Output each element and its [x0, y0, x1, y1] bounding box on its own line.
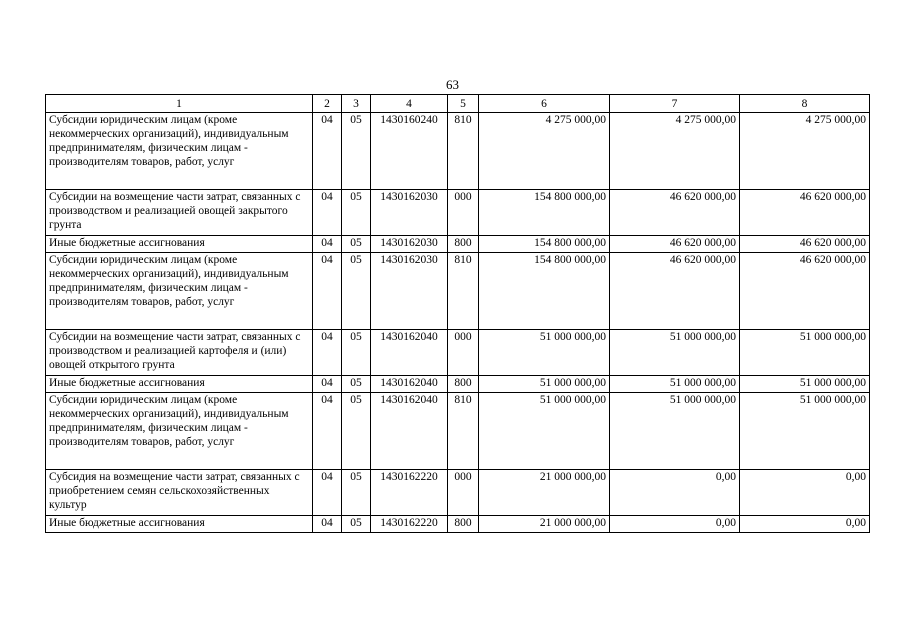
- row-amount-6: 51 000 000,00: [479, 393, 610, 470]
- page-number: 63: [446, 77, 459, 92]
- row-expense-type: 000: [448, 190, 479, 236]
- row-subsection: 05: [342, 330, 371, 376]
- row-expense-type: 000: [448, 330, 479, 376]
- table-row: [46, 516, 870, 533]
- row-amount-6: 21 000 000,00: [479, 516, 610, 533]
- row-amount-6: 4 275 000,00: [479, 113, 610, 190]
- row-subsection: 05: [342, 376, 371, 393]
- row-expense-type: 810: [448, 393, 479, 470]
- table-row: [46, 253, 870, 330]
- row-subsection: 05: [342, 113, 371, 190]
- row-target-code: 1430162030: [371, 253, 448, 330]
- row-amount-6: 154 800 000,00: [479, 190, 610, 236]
- row-name: Иные бюджетные ассигнования: [46, 236, 313, 253]
- row-section: 04: [313, 470, 342, 516]
- row-subsection: 05: [342, 393, 371, 470]
- row-amount-7: 51 000 000,00: [610, 393, 740, 470]
- row-name: Субсидии юридическим лицам (кроме некоммерческих организаций), индивидуальным предпринимателям, физическим лицам - производителям товаров, работ, услуг: [46, 393, 313, 470]
- row-target-code: 1430162040: [371, 376, 448, 393]
- row-name: Субсидия на возмещение части затрат, связанных с приобретением семян сельскохозяйственных культур: [46, 470, 313, 516]
- row-amount-8: 51 000 000,00: [740, 393, 870, 470]
- row-section: 04: [313, 253, 342, 330]
- row-target-code: 1430162220: [371, 516, 448, 533]
- row-expense-type: 800: [448, 516, 479, 533]
- row-expense-type: 800: [448, 236, 479, 253]
- row-amount-6: 51 000 000,00: [479, 330, 610, 376]
- row-name: Субсидии на возмещение части затрат, связанных с производством и реализацией овощей закрытого грунта: [46, 190, 313, 236]
- row-amount-7: 51 000 000,00: [610, 330, 740, 376]
- row-section: 04: [313, 516, 342, 533]
- row-name: Иные бюджетные ассигнования: [46, 376, 313, 393]
- row-target-code: 1430162220: [371, 470, 448, 516]
- column-header-1: 1: [46, 95, 313, 113]
- row-section: 04: [313, 236, 342, 253]
- row-amount-6: 21 000 000,00: [479, 470, 610, 516]
- row-name: Субсидии юридическим лицам (кроме некоммерческих организаций), индивидуальным предпринимателям, физическим лицам - производителям товаров, работ, услуг: [46, 113, 313, 190]
- row-amount-8: 51 000 000,00: [740, 376, 870, 393]
- column-header-3: 3: [342, 95, 371, 113]
- row-expense-type: 000: [448, 470, 479, 516]
- row-amount-8: 51 000 000,00: [740, 330, 870, 376]
- table-row: [46, 470, 870, 516]
- row-target-code: 1430162040: [371, 393, 448, 470]
- row-amount-7: 46 620 000,00: [610, 190, 740, 236]
- column-header-5: 5: [448, 95, 479, 113]
- row-amount-7: 51 000 000,00: [610, 376, 740, 393]
- row-name: Субсидии на возмещение части затрат, связанных с производством и реализацией картофеля и (или) овощей открытого грунта: [46, 330, 313, 376]
- row-section: 04: [313, 393, 342, 470]
- row-target-code: 1430162030: [371, 190, 448, 236]
- row-subsection: 05: [342, 470, 371, 516]
- row-subsection: 05: [342, 236, 371, 253]
- row-amount-8: 0,00: [740, 516, 870, 533]
- budget-table: [45, 94, 870, 533]
- row-section: 04: [313, 330, 342, 376]
- row-expense-type: 810: [448, 253, 479, 330]
- row-section: 04: [313, 190, 342, 236]
- table-row: [46, 236, 870, 253]
- row-target-code: 1430162040: [371, 330, 448, 376]
- table-row: [46, 190, 870, 236]
- row-amount-8: 46 620 000,00: [740, 253, 870, 330]
- row-target-code: 1430160240: [371, 113, 448, 190]
- table-row: [46, 113, 870, 190]
- row-subsection: 05: [342, 253, 371, 330]
- row-amount-6: 154 800 000,00: [479, 236, 610, 253]
- table-row: [46, 330, 870, 376]
- row-name: Субсидии юридическим лицам (кроме некоммерческих организаций), индивидуальным предпринимателям, физическим лицам - производителям товаров, работ, услуг: [46, 253, 313, 330]
- row-subsection: 05: [342, 190, 371, 236]
- table-row: [46, 376, 870, 393]
- column-header-6: 6: [479, 95, 610, 113]
- row-section: 04: [313, 113, 342, 190]
- table-row: [46, 393, 870, 470]
- row-amount-8: 4 275 000,00: [740, 113, 870, 190]
- column-header-4: 4: [371, 95, 448, 113]
- column-header-7: 7: [610, 95, 740, 113]
- column-header-8: 8: [740, 95, 870, 113]
- table-header-row: [46, 95, 870, 113]
- row-subsection: 05: [342, 516, 371, 533]
- row-amount-7: 46 620 000,00: [610, 236, 740, 253]
- row-amount-7: 4 275 000,00: [610, 113, 740, 190]
- row-amount-8: 0,00: [740, 470, 870, 516]
- row-name: Иные бюджетные ассигнования: [46, 516, 313, 533]
- row-section: 04: [313, 376, 342, 393]
- row-amount-8: 46 620 000,00: [740, 236, 870, 253]
- row-amount-8: 46 620 000,00: [740, 190, 870, 236]
- row-expense-type: 800: [448, 376, 479, 393]
- row-target-code: 1430162030: [371, 236, 448, 253]
- row-amount-7: 0,00: [610, 516, 740, 533]
- row-amount-6: 154 800 000,00: [479, 253, 610, 330]
- column-header-2: 2: [313, 95, 342, 113]
- row-amount-7: 0,00: [610, 470, 740, 516]
- row-expense-type: 810: [448, 113, 479, 190]
- row-amount-7: 46 620 000,00: [610, 253, 740, 330]
- row-amount-6: 51 000 000,00: [479, 376, 610, 393]
